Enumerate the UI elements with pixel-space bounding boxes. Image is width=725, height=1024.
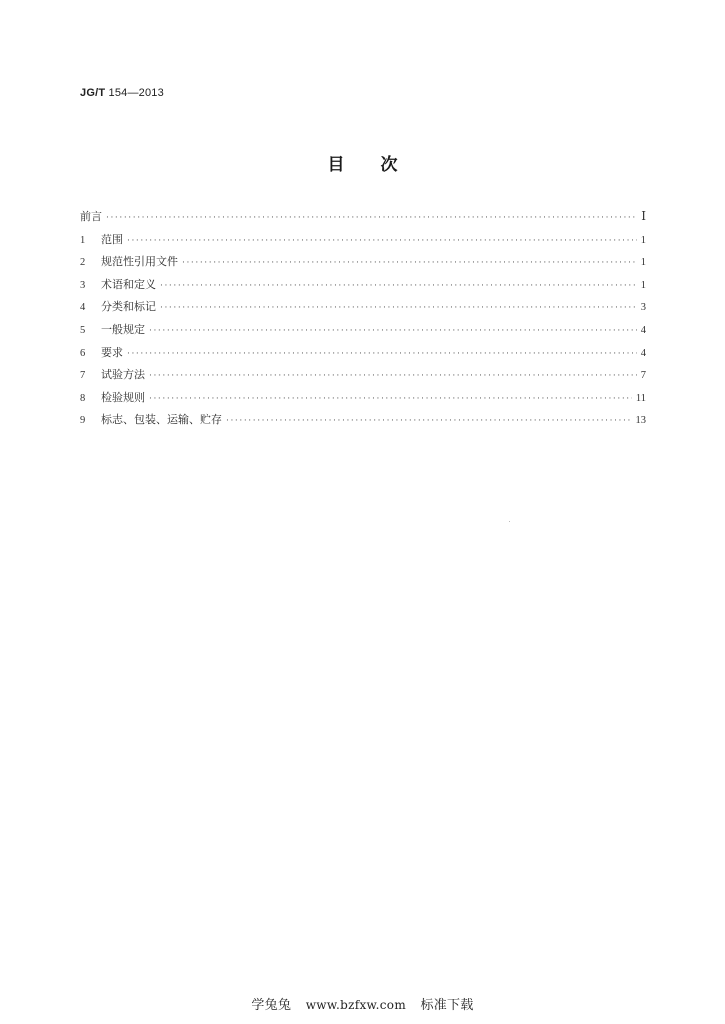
toc-leader-dots: [182, 258, 637, 268]
toc-leader-dots: [127, 349, 637, 359]
toc-entry-page: 3: [640, 302, 646, 314]
toc-entry-label: 范围: [101, 232, 123, 246]
toc-entry-number: 9: [80, 415, 86, 427]
toc-list: [80, 208, 646, 434]
toc-leader-dots: [226, 416, 632, 426]
toc-leader-dots: [149, 371, 637, 381]
toc-entry-page: 13: [635, 415, 646, 427]
toc-entry-number: 3: [80, 279, 86, 291]
toc-title: [0, 150, 725, 175]
toc-title-char-1: 目: [327, 155, 345, 175]
footer-url-link[interactable]: www.bzfxw.com: [305, 998, 406, 1012]
toc-leader-dots: [127, 236, 637, 246]
toc-entry-number: 7: [80, 370, 86, 382]
toc-entry-foreword[interactable]: [80, 208, 646, 231]
toc-entry-number: 2: [80, 257, 86, 269]
toc-entry-page: 4: [640, 347, 646, 359]
toc-entry-number: 6: [80, 347, 86, 359]
footer-tagline: 标准下载: [420, 998, 474, 1013]
toc-entry-5[interactable]: [80, 321, 646, 344]
toc-entry-number: 4: [80, 302, 86, 314]
toc-entry-page: 11: [635, 392, 646, 404]
toc-entry-page: 4: [640, 324, 646, 336]
toc-leader-dots: [160, 303, 637, 313]
toc-entry-page: 1: [640, 234, 646, 246]
toc-entry-label: 规范性引用文件: [101, 255, 178, 269]
toc-entry-number: 8: [80, 392, 86, 404]
toc-entry-6[interactable]: [80, 344, 646, 367]
toc-entry-2[interactable]: [80, 253, 646, 276]
footer-watermark: [0, 994, 725, 1013]
toc-entry-page: Ⅰ: [641, 209, 646, 223]
scan-speck: [509, 521, 510, 522]
toc-entry-7[interactable]: [80, 366, 646, 389]
toc-entry-1[interactable]: [80, 231, 646, 254]
toc-leader-dots: [160, 281, 637, 291]
footer-site-name: 学兔兔: [251, 998, 292, 1013]
toc-entry-page: 1: [640, 279, 646, 291]
toc-leader-dots: [149, 326, 637, 336]
toc-entry-label: 试验方法: [101, 368, 145, 382]
standard-code: [80, 87, 164, 99]
toc-entry-page: 7: [640, 370, 646, 382]
toc-leader-dots: [106, 213, 637, 223]
toc-entry-page: 1: [640, 257, 646, 269]
toc-entry-label: 检验规则: [101, 390, 145, 404]
standard-code-prefix: JG/T: [80, 87, 106, 99]
toc-entry-label: 术语和定义: [101, 277, 156, 291]
toc-entry-label: 前言: [80, 210, 102, 223]
toc-entry-4[interactable]: [80, 298, 646, 321]
toc-entry-label: 要求: [101, 345, 123, 359]
toc-entry-label: 标志、包装、运输、贮存: [101, 413, 222, 427]
toc-entry-label: 一般规定: [101, 322, 145, 336]
toc-title-char-2: 次: [380, 155, 398, 175]
toc-entry-label: 分类和标记: [101, 300, 156, 314]
toc-entry-3[interactable]: [80, 276, 646, 299]
standard-code-number: 154—2013: [108, 87, 164, 99]
toc-entry-9[interactable]: [80, 411, 646, 434]
toc-entry-number: 1: [80, 234, 86, 246]
toc-leader-dots: [149, 394, 632, 404]
toc-entry-number: 5: [80, 324, 86, 336]
toc-entry-8[interactable]: [80, 389, 646, 412]
